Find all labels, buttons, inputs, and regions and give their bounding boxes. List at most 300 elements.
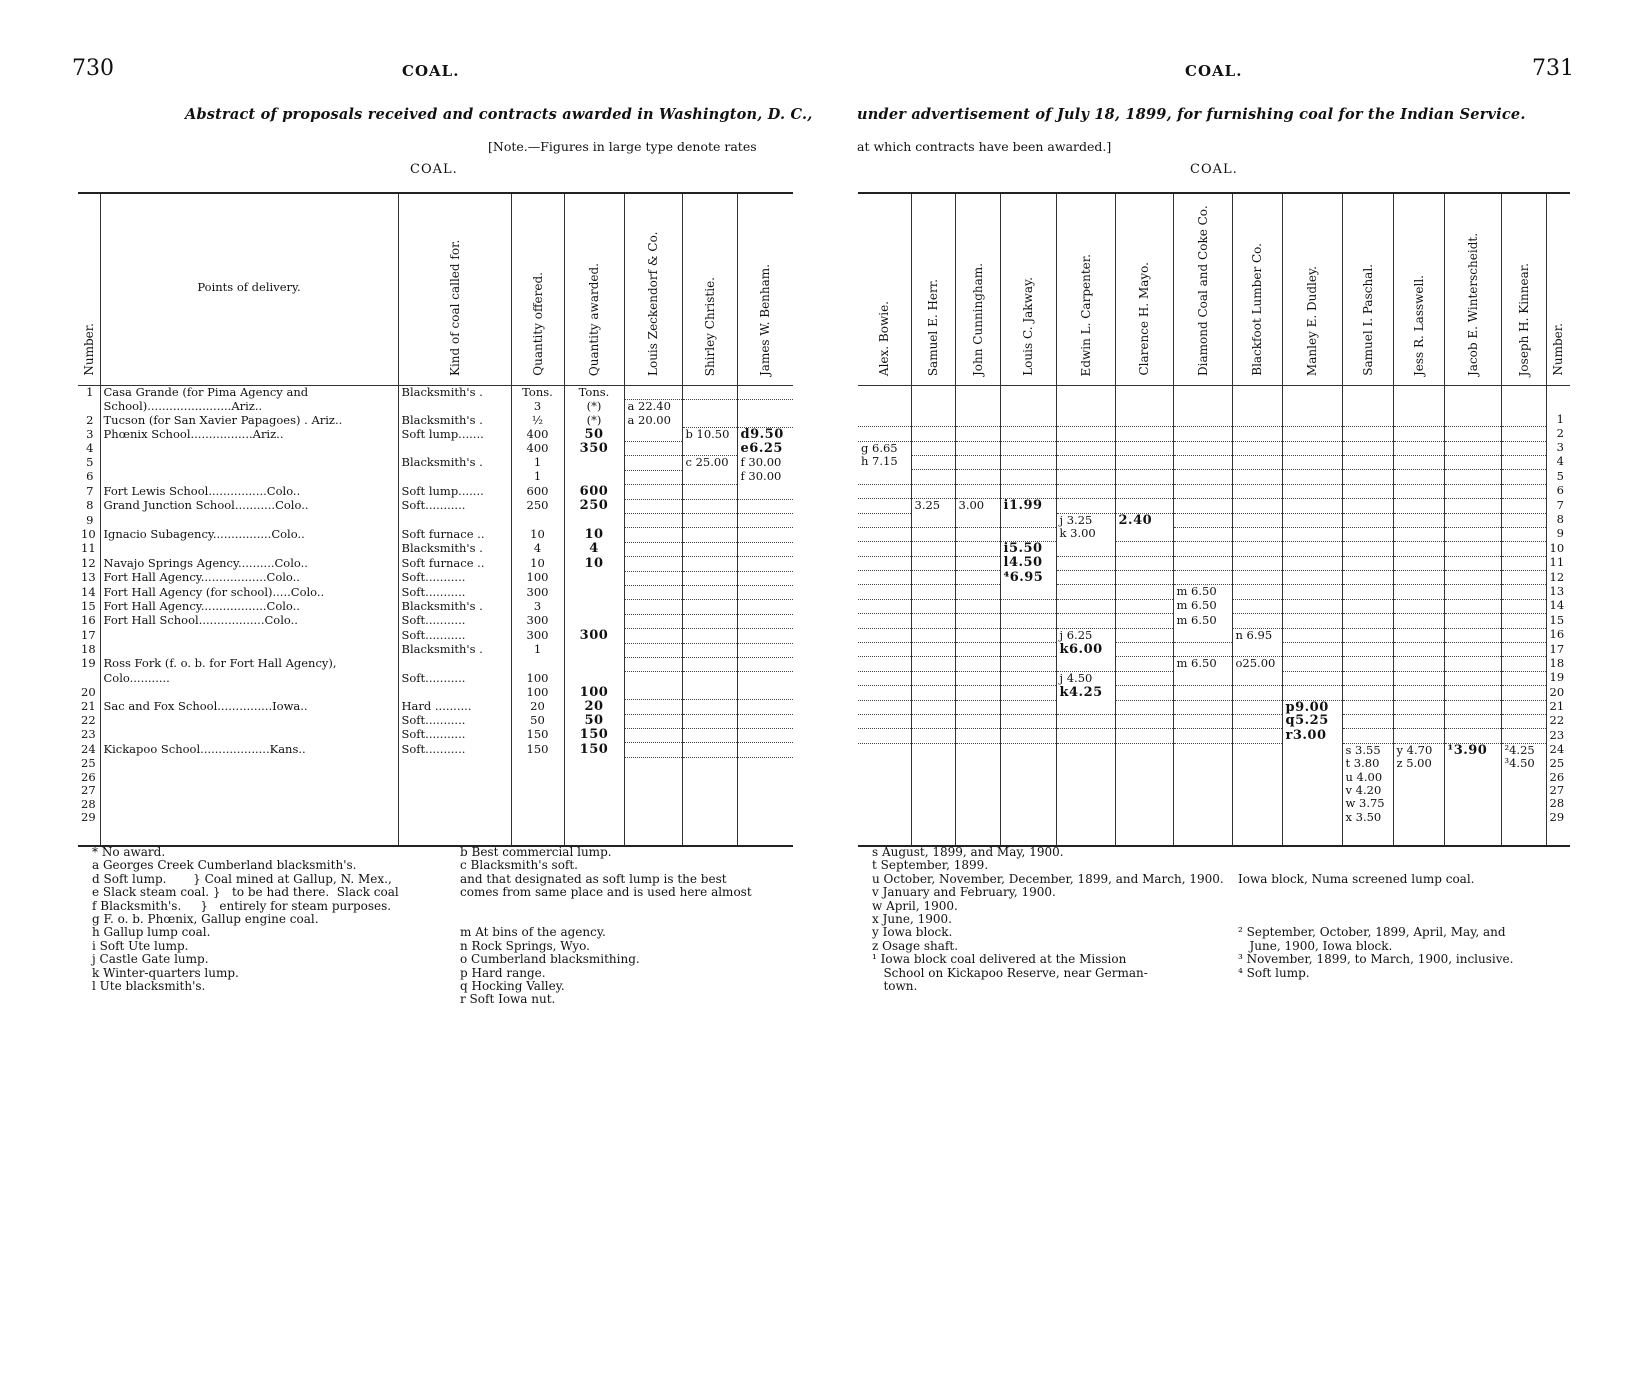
table-cell: Soft lump.......: [398, 485, 511, 499]
table-cell: [1056, 771, 1115, 784]
table-cell: [624, 442, 682, 456]
table-cell: [1000, 413, 1056, 427]
table-cell: 13: [1546, 585, 1570, 599]
table-cell: [955, 671, 1000, 685]
table-cell: [1501, 700, 1546, 714]
table-cell: 20: [81, 685, 96, 699]
table-cell: [682, 714, 737, 728]
table-cell: [1000, 657, 1056, 671]
table-row: [78, 514, 793, 528]
table-cell: [1000, 470, 1056, 484]
table-row: [78, 614, 793, 628]
table-cell: [1282, 427, 1342, 441]
table-cell: [1342, 399, 1393, 412]
title-right: under advertisement of July 18, 1899, for furnishing coal for the Indian Service.: [857, 106, 1526, 123]
table-cell: [1501, 386, 1546, 400]
table-cell: [911, 700, 955, 714]
table-cell: [1232, 556, 1282, 570]
table-cell: 11: [81, 542, 96, 556]
table-cell: 7: [86, 484, 94, 498]
table-cell: [858, 811, 911, 846]
table-row: [78, 442, 793, 456]
table-cell: [1393, 427, 1444, 441]
table-cell: [955, 686, 1000, 700]
page-number-right: 731: [1532, 56, 1574, 81]
table-cell: [858, 399, 911, 412]
table-cell: [682, 657, 737, 671]
left-table: [78, 192, 793, 847]
table-cell: [737, 386, 793, 400]
table-cell: [858, 427, 911, 441]
table-cell: [1501, 599, 1546, 613]
table-cell: [1342, 585, 1393, 599]
table-cell: 400: [511, 428, 564, 442]
table-cell: [1342, 643, 1393, 657]
table-cell: 3.00: [955, 499, 1000, 513]
table-cell: [682, 757, 737, 771]
table-cell: [1115, 811, 1173, 846]
table-cell: 3: [1546, 441, 1570, 455]
table-cell: [1056, 484, 1115, 498]
table-cell: [1444, 484, 1501, 498]
table-cell: i5.50: [1000, 542, 1056, 556]
table-cell: [858, 513, 911, 527]
table-cell: p9.00: [1282, 700, 1342, 714]
table-cell: [1000, 784, 1056, 797]
table-row: [78, 757, 793, 771]
table-row: [78, 470, 793, 484]
table-cell: [911, 399, 955, 412]
table-cell: [100, 456, 398, 470]
right-col-header-label: Blackfoot Lumber Co.: [1250, 243, 1264, 376]
table-cell: [1501, 484, 1546, 498]
table-cell: Soft furnace ..: [398, 557, 511, 571]
table-cell: [1501, 628, 1546, 642]
table-cell: [1282, 628, 1342, 642]
table-cell: [1115, 386, 1173, 400]
table-cell: [1115, 797, 1173, 810]
table-row: [78, 400, 793, 414]
page-number-left: 730: [72, 56, 114, 81]
right-col-header: [1115, 193, 1173, 386]
table-cell: [858, 599, 911, 613]
table-cell: [1546, 399, 1570, 412]
table-cell: [737, 798, 793, 811]
table-cell: [1393, 628, 1444, 642]
table-cell: [624, 714, 682, 728]
table-cell: [1115, 484, 1173, 498]
table-cell: [1232, 729, 1282, 743]
table-cell: [624, 743, 682, 757]
table-cell: [1115, 441, 1173, 455]
table-cell: e6.25: [737, 442, 793, 456]
table-cell: 25: [1546, 757, 1570, 770]
table-cell: [1501, 427, 1546, 441]
table-cell: [1342, 427, 1393, 441]
right-col-header: [1000, 193, 1056, 386]
left-col-header-label: Number.: [81, 323, 96, 376]
table-cell: [1282, 470, 1342, 484]
table-cell: j 6.25: [1056, 628, 1115, 642]
table-cell: [1342, 542, 1393, 556]
table-cell: [1000, 614, 1056, 628]
table-cell: [564, 757, 624, 771]
table-cell: [858, 628, 911, 642]
table-cell: [624, 757, 682, 771]
table-cell: [955, 513, 1000, 527]
table-cell: [1232, 743, 1282, 757]
table-row: [78, 811, 793, 846]
table-cell: [1056, 811, 1115, 846]
table-cell: [1501, 729, 1546, 743]
table-row: [78, 629, 793, 643]
table-cell: [624, 672, 682, 686]
table-row: [78, 784, 793, 797]
table-cell: [1393, 484, 1444, 498]
table-cell: [682, 743, 737, 757]
table-cell: 10: [1546, 542, 1570, 556]
table-cell: [100, 714, 398, 728]
left-col-header: [100, 193, 398, 386]
table-cell: [911, 556, 955, 570]
table-cell: f 30.00: [737, 456, 793, 470]
table-cell: [1393, 499, 1444, 513]
table-cell: 6: [86, 470, 94, 484]
table-cell: [682, 614, 737, 628]
table-cell: 100: [511, 571, 564, 585]
table-cell: [624, 514, 682, 528]
table-cell: [1232, 499, 1282, 513]
table-cell: t 3.80: [1342, 757, 1393, 770]
table-cell: [858, 757, 911, 770]
table-cell: [737, 643, 793, 657]
table-row: [78, 456, 793, 470]
right-col-header: [1546, 193, 1570, 386]
table-cell: 12: [81, 556, 96, 570]
table-cell: 24: [1546, 743, 1570, 757]
table-cell: [911, 614, 955, 628]
table-cell: [858, 700, 911, 714]
table-cell: [911, 527, 955, 541]
table-row: [858, 441, 1570, 455]
table-cell: [1173, 771, 1232, 784]
left-col-header: [682, 193, 737, 386]
table-cell: [737, 514, 793, 528]
table-row: [858, 527, 1570, 541]
table-cell: [1056, 399, 1115, 412]
table-cell: Soft...........: [398, 714, 511, 728]
table-cell: [955, 527, 1000, 541]
table-cell: [1173, 399, 1232, 412]
table-cell: [624, 600, 682, 614]
table-cell: Grand Junction School...........Colo..: [100, 499, 398, 513]
table-cell: [1056, 556, 1115, 570]
table-cell: [682, 557, 737, 571]
table-cell: [1393, 599, 1444, 613]
table-cell: [1444, 470, 1501, 484]
table-cell: r3.00: [1282, 729, 1342, 743]
table-cell: [1342, 556, 1393, 570]
table-cell: [1282, 614, 1342, 628]
table-cell: 19: [1546, 671, 1570, 685]
table-cell: [564, 614, 624, 628]
table-cell: [1444, 797, 1501, 810]
table-cell: 23: [1546, 729, 1570, 743]
table-cell: [737, 614, 793, 628]
table-cell: Fort Lewis School................Colo..: [100, 485, 398, 499]
table-cell: [1115, 599, 1173, 613]
left-col-header-label: James W. Benham.: [758, 263, 773, 376]
table-cell: [737, 557, 793, 571]
table-cell: [1282, 413, 1342, 427]
table-cell: [1173, 671, 1232, 685]
table-row: [78, 586, 793, 600]
table-cell: [858, 470, 911, 484]
table-cell: [1393, 771, 1444, 784]
table-cell: [1444, 729, 1501, 743]
table-cell: [737, 542, 793, 556]
table-cell: 9: [1546, 527, 1570, 541]
table-cell: [1444, 757, 1501, 770]
table-cell: 100: [511, 672, 564, 686]
table-cell: [100, 643, 398, 657]
table-cell: [1232, 614, 1282, 628]
table-cell: [100, 442, 398, 456]
table-cell: [737, 400, 793, 414]
table-cell: 3: [511, 400, 564, 414]
table-cell: w 3.75: [1342, 797, 1393, 810]
table-cell: [1282, 599, 1342, 613]
table-cell: [1056, 700, 1115, 714]
table-cell: [737, 586, 793, 600]
table-cell: [624, 428, 682, 442]
table-cell: [1115, 671, 1173, 685]
table-cell: [955, 628, 1000, 642]
table-row: [78, 528, 793, 542]
table-cell: [1056, 614, 1115, 628]
table-cell: [955, 657, 1000, 671]
table-cell: [737, 485, 793, 499]
table-cell: [1115, 470, 1173, 484]
table-cell: 300: [511, 586, 564, 600]
table-cell: [1056, 743, 1115, 757]
table-cell: [911, 542, 955, 556]
table-cell: 22: [1546, 714, 1570, 728]
table-cell: n 6.95: [1232, 628, 1282, 642]
subhead-left: COAL.: [410, 162, 458, 177]
table-cell: [682, 771, 737, 784]
table-cell: [1173, 784, 1232, 797]
right-col-header-label: Edwin L. Carpenter.: [1078, 253, 1093, 376]
table-cell: [1000, 700, 1056, 714]
table-cell: [1056, 386, 1115, 400]
table-cell: [955, 386, 1000, 400]
right-col-header-label: Jacob E. Winterscheidt.: [1465, 232, 1480, 376]
table-cell: [1282, 455, 1342, 469]
table-cell: [1173, 427, 1232, 441]
table-cell: x 3.50: [1342, 811, 1393, 846]
table-cell: [511, 514, 564, 528]
table-cell: [911, 743, 955, 757]
right-col-header-label: Diamond Coal and Coke Co.: [1195, 205, 1210, 376]
table-cell: [682, 386, 737, 400]
left-col-header: [78, 193, 100, 386]
table-cell: [1173, 499, 1232, 513]
table-cell: [682, 485, 737, 499]
table-cell: [1444, 542, 1501, 556]
table-cell: [1232, 671, 1282, 685]
table-cell: [398, 657, 511, 671]
table-cell: Blacksmith's .: [398, 542, 511, 556]
right-col-header-label: John Cunningham.: [970, 263, 985, 376]
table-cell: [955, 399, 1000, 412]
table-cell: [858, 571, 911, 585]
table-cell: [1173, 513, 1232, 527]
table-cell: [1056, 714, 1115, 728]
table-cell: [737, 657, 793, 671]
table-cell: [564, 514, 624, 528]
table-row: [858, 671, 1570, 685]
table-cell: [1173, 455, 1232, 469]
table-cell: [1000, 643, 1056, 657]
table-cell: [1000, 671, 1056, 685]
table-cell: [1282, 556, 1342, 570]
table-row: [78, 657, 793, 671]
table-cell: [955, 784, 1000, 797]
table-cell: 6: [1546, 484, 1570, 498]
table-cell: [564, 571, 624, 585]
table-cell: [511, 657, 564, 671]
table-cell: [911, 811, 955, 846]
table-cell: [682, 798, 737, 811]
table-cell: [955, 729, 1000, 743]
table-row: [858, 757, 1570, 770]
table-cell: a 20.00: [624, 414, 682, 428]
table-cell: 18: [81, 643, 96, 657]
table-cell: 4: [564, 542, 624, 556]
table-cell: [1444, 499, 1501, 513]
table-cell: [737, 784, 793, 797]
table-cell: [955, 542, 1000, 556]
table-cell: Soft...........: [398, 614, 511, 628]
table-cell: k4.25: [1056, 686, 1115, 700]
table-cell: [1342, 700, 1393, 714]
table-cell: [564, 672, 624, 686]
table-cell: [398, 442, 511, 456]
table-cell: [1444, 455, 1501, 469]
table-cell: [100, 629, 398, 643]
table-cell: [1056, 757, 1115, 770]
table-cell: [1173, 441, 1232, 455]
table-cell: [1393, 571, 1444, 585]
table-cell: [1000, 757, 1056, 770]
table-cell: [858, 499, 911, 513]
table-cell: 10: [564, 557, 624, 571]
table-cell: [1444, 686, 1501, 700]
running-head-left: COAL.: [402, 62, 460, 80]
table-cell: [682, 629, 737, 643]
table-cell: [1115, 527, 1173, 541]
table-row: [78, 386, 793, 400]
table-row: [858, 542, 1570, 556]
table-cell: [564, 456, 624, 470]
table-cell: [1282, 571, 1342, 585]
table-cell: [624, 700, 682, 714]
table-cell: [1056, 441, 1115, 455]
table-cell: [1444, 386, 1501, 400]
table-cell: [1342, 686, 1393, 700]
table-cell: [78, 400, 100, 414]
table-cell: Soft lump.......: [398, 428, 511, 442]
table-cell: [1173, 470, 1232, 484]
table-cell: [398, 811, 511, 846]
table-cell: [1000, 513, 1056, 527]
table-cell: [1342, 455, 1393, 469]
table-cell: [737, 414, 793, 428]
right-col-header-label: Samuel I. Paschal.: [1360, 264, 1375, 376]
table-row: [858, 797, 1570, 810]
table-cell: [100, 771, 398, 784]
table-cell: 300: [511, 614, 564, 628]
footnotes-left-b: b Best commercial lump. c Blacksmith's soft. and that designated as soft lump is the best comes from same place and is used here almost m At bins of the agency. n Rock Springs, Wyo. o Cumberland blacksmithing. p Hard range. q Hocking Valley. r Soft Iowa nut.: [460, 845, 752, 1007]
table-cell: l4.50: [1000, 556, 1056, 570]
table-cell: Soft...........: [398, 672, 511, 686]
table-cell: [858, 527, 911, 541]
table-cell: [624, 571, 682, 585]
table-cell: y 4.70: [1393, 743, 1444, 757]
table-cell: 14: [1546, 599, 1570, 613]
table-row: [78, 643, 793, 657]
table-cell: [682, 586, 737, 600]
table-cell: [1393, 686, 1444, 700]
table-cell: [682, 686, 737, 700]
footnotes-right-a: s August, 1899, and May, 1900. t September, 1899. u October, November, December, 1899, and March, 1900. v January and February, 1900. w April, 1900. x June, 1900. y Iowa block. z Osage shaft. ¹ Iowa block coal delivered at the Mission School on Kickapoo Reserve, near German- town.: [872, 845, 1224, 994]
table-cell: [911, 571, 955, 585]
table-cell: [858, 556, 911, 570]
right-col-header-label: Clarence H. Mayo.: [1137, 262, 1151, 376]
table-cell: Tons.: [564, 386, 624, 400]
table-cell: [1232, 784, 1282, 797]
table-cell: [1342, 413, 1393, 427]
table-cell: [1232, 542, 1282, 556]
table-cell: o25.00: [1232, 657, 1282, 671]
table-cell: [398, 798, 511, 811]
table-cell: ²4.25: [1501, 743, 1546, 757]
table-cell: [1000, 427, 1056, 441]
right-table: [858, 192, 1570, 847]
table-cell: 1: [511, 470, 564, 484]
right-col-header: [1232, 193, 1282, 386]
table-cell: b 10.50: [682, 428, 737, 442]
table-cell: [911, 643, 955, 657]
table-cell: [1393, 784, 1444, 797]
table-cell: [1393, 386, 1444, 400]
table-cell: [1232, 700, 1282, 714]
table-cell: [511, 798, 564, 811]
table-cell: [955, 757, 1000, 770]
table-cell: Soft furnace ..: [398, 528, 511, 542]
table-cell: [1393, 470, 1444, 484]
left-col-header: [737, 193, 793, 386]
table-cell: [1444, 513, 1501, 527]
table-cell: Blacksmith's .: [398, 600, 511, 614]
table-cell: 50: [564, 428, 624, 442]
table-cell: [737, 600, 793, 614]
table-row: [78, 700, 793, 714]
table-cell: [1393, 714, 1444, 728]
table-cell: [1232, 797, 1282, 810]
table-cell: [955, 441, 1000, 455]
